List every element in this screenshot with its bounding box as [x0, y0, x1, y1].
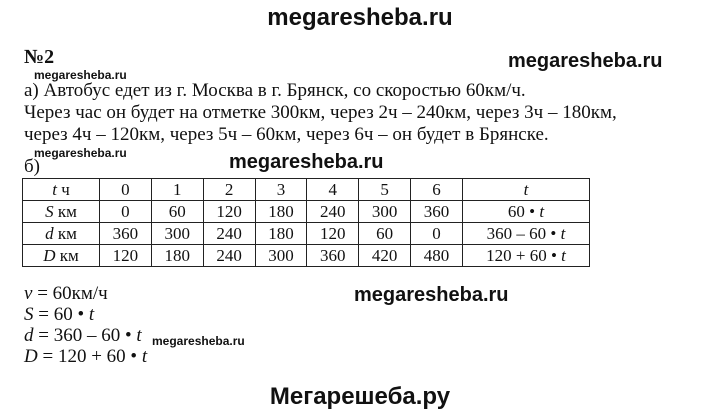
formula-s-var: S — [24, 304, 34, 325]
table-cell: 2 — [203, 179, 255, 201]
table-cell: 480 — [411, 245, 463, 267]
row-unit: км — [57, 224, 77, 243]
part-b-label: б) — [24, 156, 40, 177]
row-header — [23, 201, 100, 223]
formula-d-big-tail: t — [141, 346, 148, 367]
formula-cell-variable: t — [561, 246, 566, 265]
row-unit: км — [59, 246, 79, 265]
watermark-bottom: Мегарешеба.ру — [269, 383, 451, 410]
row-variable: d — [45, 224, 54, 243]
table-cell: 420 — [359, 245, 411, 267]
part-a-line-3: через 4ч – 120км, через 5ч – 60км, через 6ч – он будет в Брянске. — [24, 124, 549, 145]
table-cell: 120 — [100, 245, 152, 267]
part-a-line-2: Через час он будет на отметке 300км, через 2ч – 240км, через 3ч – 180км, — [24, 102, 617, 123]
row-unit: ч — [61, 180, 70, 199]
formula-v-var: v — [24, 283, 33, 304]
formula-d-small-rest: = 360 – 60 • — [33, 325, 137, 346]
table-cell: 0 — [411, 223, 463, 245]
table-cell: 0 — [100, 179, 152, 201]
formula-s-tail: t — [88, 304, 95, 325]
table-cell: 5 — [359, 179, 411, 201]
table-cell: 120 — [307, 223, 359, 245]
formula-s — [24, 304, 94, 326]
formula-cell-prefix: 360 – 60 • — [486, 224, 561, 243]
table-cell: 360 — [100, 223, 152, 245]
table-cell: 240 — [203, 223, 255, 245]
table-cell: 60 — [151, 201, 203, 223]
table-cell: 300 — [255, 245, 307, 267]
table-cell: 4 — [307, 179, 359, 201]
row-unit: км — [57, 202, 77, 221]
watermark-small-1: megaresheba.ru — [34, 68, 127, 82]
table-cell: 1 — [151, 179, 203, 201]
table-cell: 300 — [151, 223, 203, 245]
data-table — [22, 178, 590, 267]
table-cell: 120 — [203, 201, 255, 223]
row-header — [23, 223, 100, 245]
formula-cell — [463, 179, 590, 201]
watermark-right-1: megaresheba.ru — [508, 50, 663, 72]
formula-d-big — [24, 346, 147, 368]
table-cell: 180 — [255, 223, 307, 245]
formula-cell-variable: t — [539, 202, 545, 221]
row-header — [23, 179, 100, 201]
watermark-small-3: megaresheba.ru — [152, 334, 245, 348]
formula-v-rest: = 60км/ч — [32, 283, 108, 304]
formula-cell-prefix: 60 • — [507, 202, 540, 221]
row-variable: S — [45, 202, 54, 221]
table-cell: 300 — [359, 201, 411, 223]
table-cell: 6 — [411, 179, 463, 201]
table-cell: 240 — [307, 201, 359, 223]
table-row — [23, 179, 590, 201]
table-cell: 360 — [307, 245, 359, 267]
formula-s-rest: = 60 • — [33, 304, 89, 325]
table-cell: 0 — [100, 201, 152, 223]
row-variable: t — [52, 180, 57, 199]
table-cell: 180 — [151, 245, 203, 267]
formula-d-big-var: D — [24, 346, 38, 367]
row-header — [23, 245, 100, 267]
watermark-right-2: megaresheba.ru — [354, 284, 509, 306]
row-variable: D — [43, 246, 56, 265]
table-row — [23, 223, 590, 245]
part-a-line-1: а) Автобус едет из г. Москва в г. Брянск, со скоростью 60км/ч. — [24, 80, 526, 101]
table-cell: 360 — [411, 201, 463, 223]
table-row — [23, 245, 590, 267]
formula-cell — [463, 245, 590, 267]
formula-cell — [463, 201, 590, 223]
watermark-small-2: megaresheba.ru — [34, 146, 127, 160]
formula-v — [24, 283, 108, 305]
table-cell: 60 — [359, 223, 411, 245]
formula-d-small-var: d — [24, 325, 34, 346]
table-cell: 180 — [255, 201, 307, 223]
formula-d-small-tail: t — [136, 325, 142, 346]
formula-cell — [463, 223, 590, 245]
table-cell: 3 — [255, 179, 307, 201]
watermark-mid: megaresheba.ru — [229, 151, 384, 173]
problem-number: №2 — [24, 46, 55, 68]
table-cell: 240 — [203, 245, 255, 267]
formula-d-big-rest: = 120 + 60 • — [37, 346, 142, 367]
formula-cell-prefix: 120 + 60 • — [486, 246, 562, 265]
formula-cell-variable: t — [523, 180, 529, 199]
formula-d-small — [24, 325, 142, 347]
table-row — [23, 201, 590, 223]
watermark-top: megaresheba.ru — [267, 4, 453, 31]
formula-cell-variable: t — [560, 224, 566, 243]
